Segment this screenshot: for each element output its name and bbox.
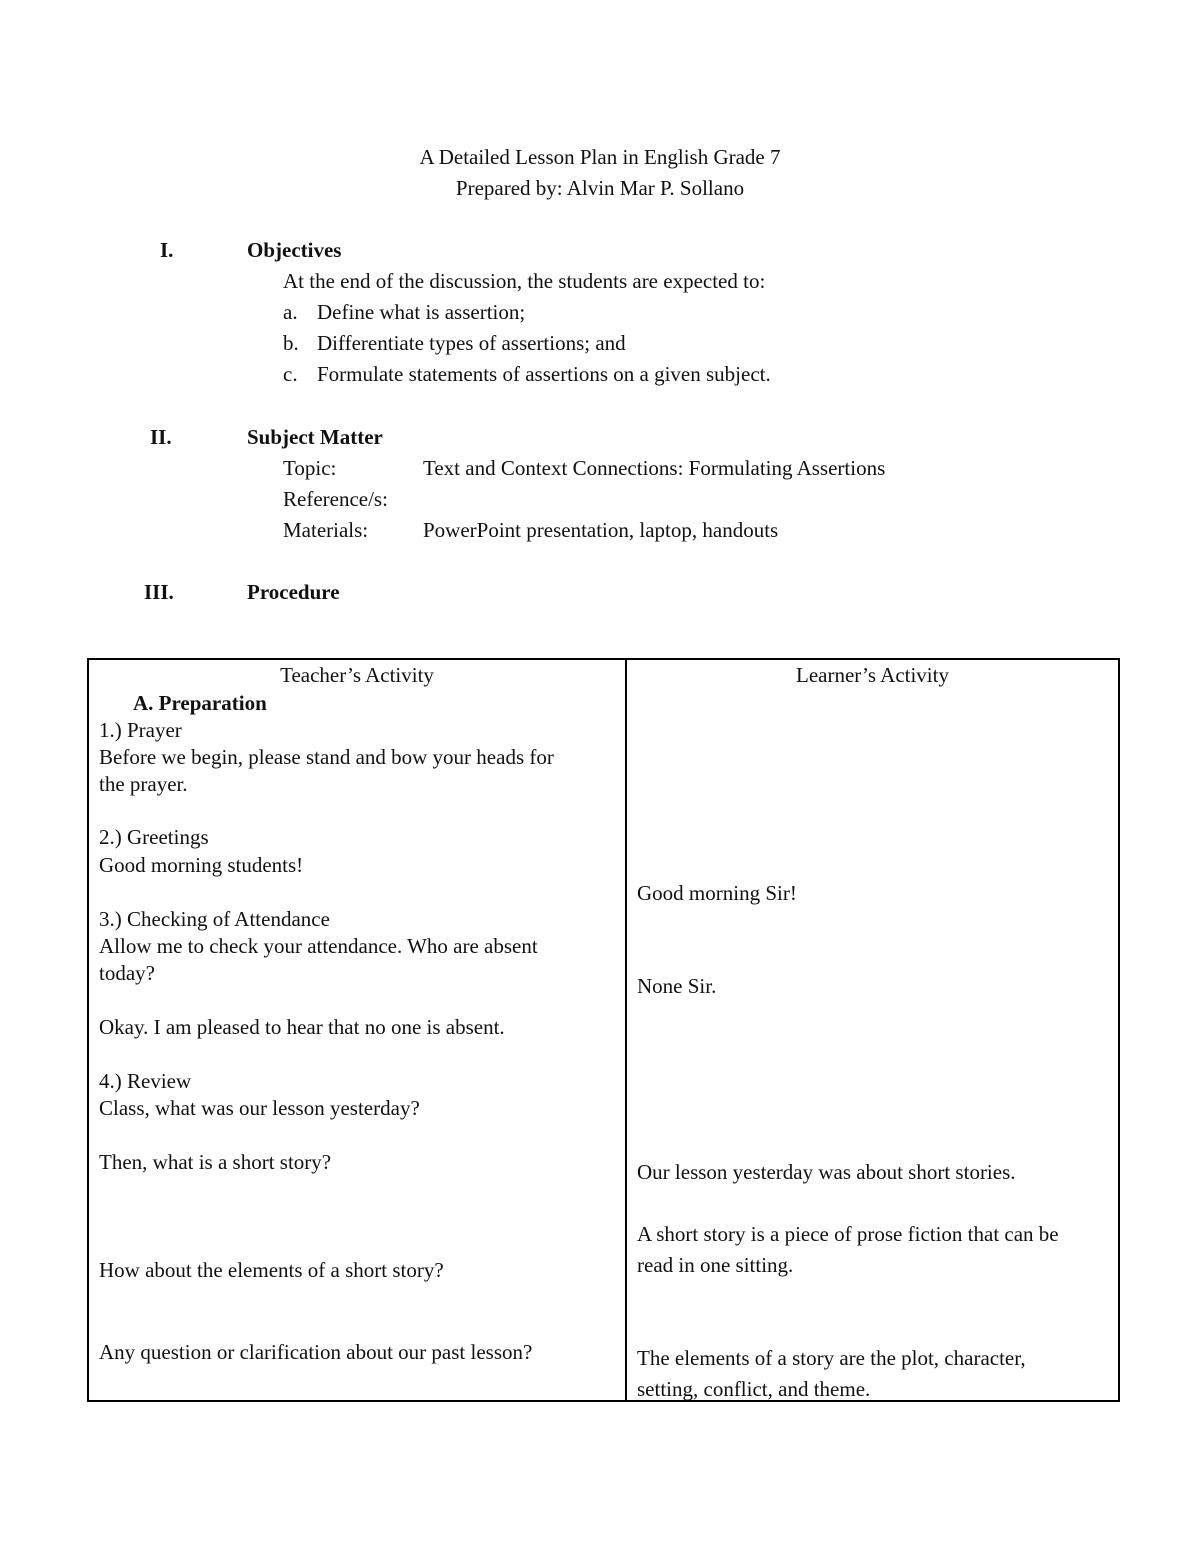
materials-label: Materials:	[283, 518, 369, 542]
teacher-line: today?	[99, 961, 155, 985]
subject-matter-numeral: II.	[150, 425, 172, 449]
learner-line: A short story is a piece of prose fiction that can be	[637, 1222, 1059, 1246]
learner-activity-header: Learner’s Activity	[796, 663, 949, 687]
teacher-line: Any question or clarification about our past lesson?	[99, 1340, 533, 1364]
teacher-line: Good morning students!	[99, 853, 304, 877]
objective-item-a: Define what is assertion;	[317, 300, 526, 324]
reference-label: Reference/s:	[283, 487, 388, 511]
objective-letter-b: b.	[283, 331, 299, 355]
topic-value: Text and Context Connections: Formulating Assertions	[423, 456, 886, 480]
teacher-line: Class, what was our lesson yesterday?	[99, 1096, 420, 1120]
procedure-table	[87, 658, 1120, 1402]
objective-letter-c: c.	[283, 362, 298, 386]
subject-matter-heading: Subject Matter	[247, 425, 383, 449]
learner-line: setting, conflict, and theme.	[637, 1377, 871, 1401]
prepared-by: Prepared by: Alvin Mar P. Sollano	[455, 176, 745, 200]
objectives-heading: Objectives	[247, 238, 342, 262]
topic-label: Topic:	[283, 456, 337, 480]
procedure-heading: Procedure	[247, 580, 340, 604]
procedure-numeral: III.	[144, 580, 174, 604]
learner-line: Our lesson yesterday was about short stories.	[637, 1160, 1016, 1184]
teacher-line: 1.) Prayer	[99, 718, 182, 742]
teacher-activity-header: Teacher’s Activity	[280, 663, 434, 687]
teacher-line: Before we begin, please stand and bow your heads for	[99, 745, 554, 769]
objective-item-c: Formulate statements of assertions on a given subject.	[317, 362, 771, 386]
section-preparation: A. Preparation	[133, 691, 267, 715]
objectives-numeral: I.	[160, 238, 174, 262]
column-divider	[625, 660, 627, 1400]
teacher-line: 2.) Greetings	[99, 825, 209, 849]
teacher-line: 3.) Checking of Attendance	[99, 907, 330, 931]
teacher-line: Allow me to check your attendance. Who are absent	[99, 934, 538, 958]
learner-line: The elements of a story are the plot, character,	[637, 1346, 1026, 1370]
objective-item-b: Differentiate types of assertions; and	[317, 331, 626, 355]
objective-letter-a: a.	[283, 300, 298, 324]
learner-line: read in one sitting.	[637, 1253, 794, 1277]
document-title: A Detailed Lesson Plan in English Grade 7	[419, 145, 781, 169]
objectives-intro: At the end of the discussion, the students are expected to:	[283, 269, 766, 293]
teacher-line: How about the elements of a short story?	[99, 1258, 444, 1282]
materials-value: PowerPoint presentation, laptop, handouts	[423, 518, 779, 542]
teacher-line: the prayer.	[99, 772, 188, 796]
teacher-line: Then, what is a short story?	[99, 1150, 332, 1174]
teacher-line: 4.) Review	[99, 1069, 192, 1093]
teacher-line: Okay. I am pleased to hear that no one is absent.	[99, 1015, 505, 1039]
learner-line: None Sir.	[637, 974, 717, 998]
learner-line: Good morning Sir!	[637, 881, 797, 905]
